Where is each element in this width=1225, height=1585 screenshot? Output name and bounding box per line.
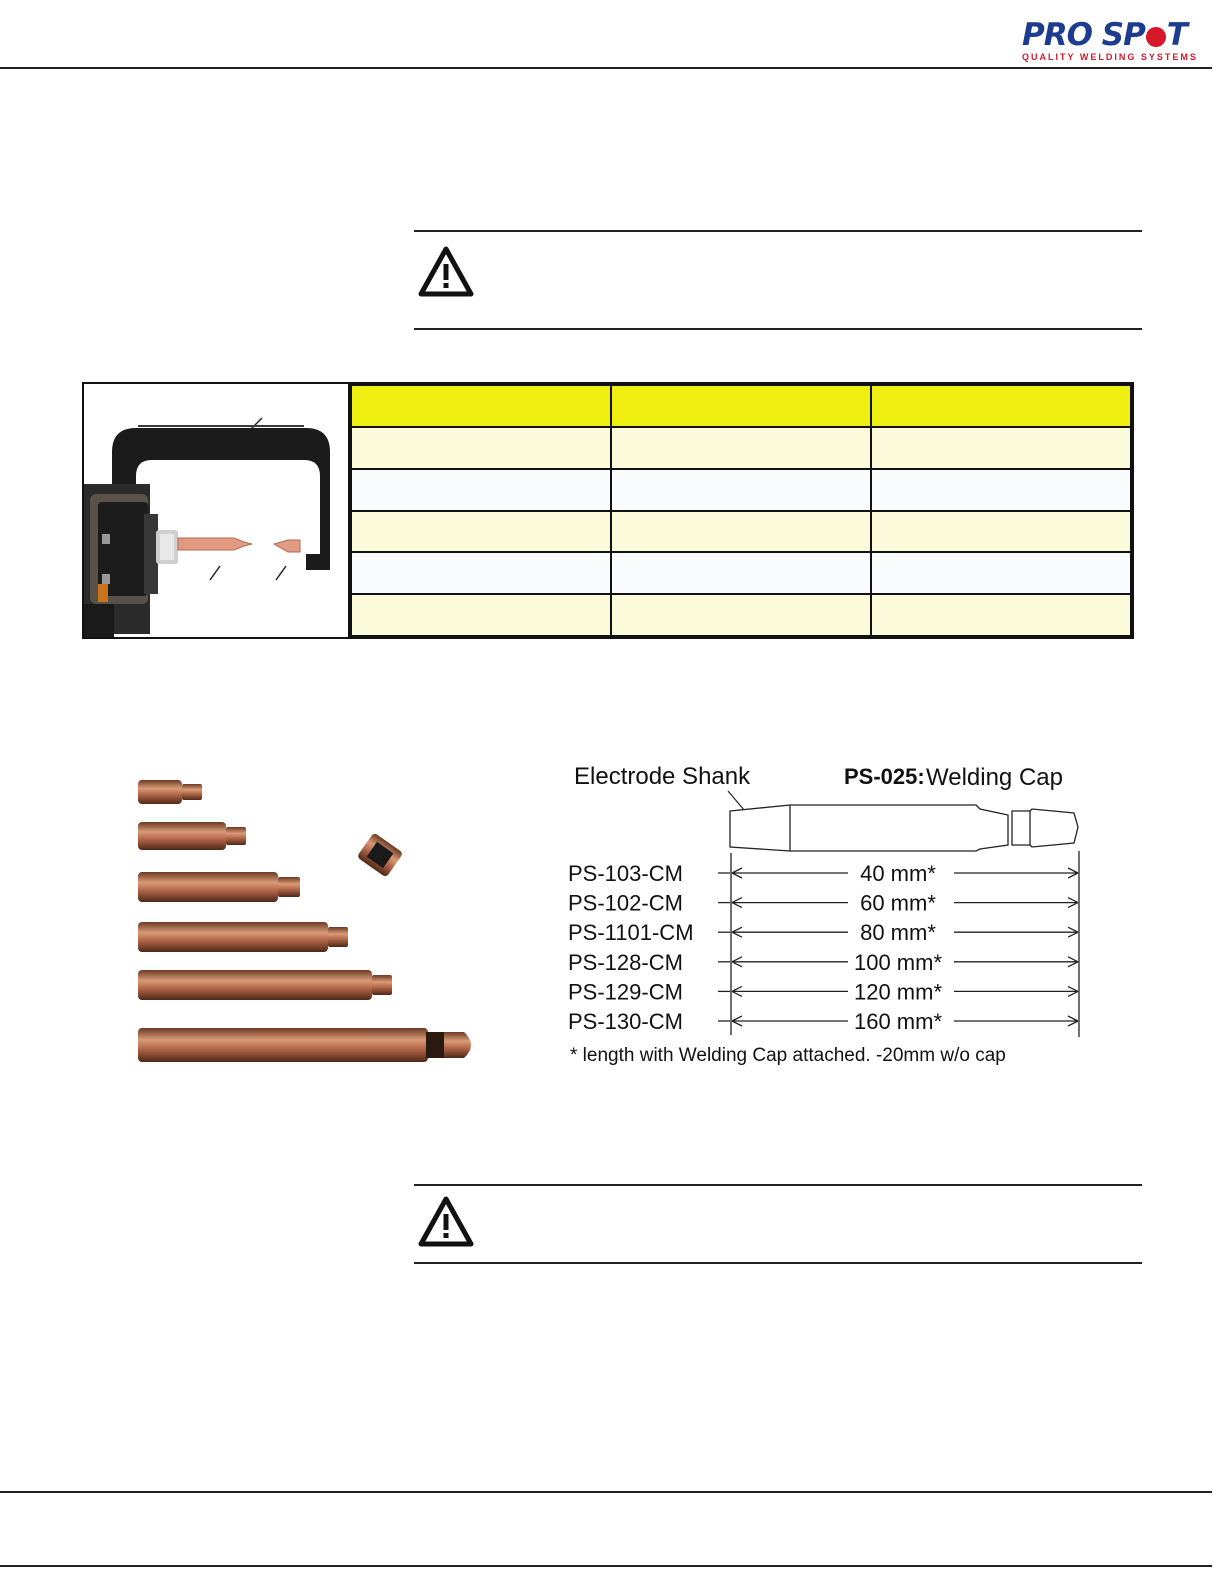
part-code-label: PS-128-CM	[568, 949, 683, 975]
tip-table-container	[82, 382, 1134, 639]
table-cell	[351, 594, 611, 636]
length-label: 100 mm*	[853, 949, 943, 975]
length-label: 160 mm*	[853, 1009, 943, 1034]
spot-gun-photo	[84, 384, 350, 637]
length-label: 80 mm*	[860, 920, 936, 946]
table-header-cell	[871, 385, 1131, 427]
table-cell	[611, 469, 871, 511]
table-cell	[871, 469, 1131, 511]
tip-table	[350, 384, 1132, 637]
table-header-cell	[351, 385, 611, 427]
dimension-arrow-left	[732, 1016, 848, 1026]
table-row	[351, 511, 1131, 553]
dimension-arrow-left	[732, 898, 848, 908]
warning-triangle-icon	[418, 246, 474, 298]
dimension-arrow-right	[954, 1016, 1078, 1026]
table-row	[351, 594, 1131, 636]
table-cell	[871, 594, 1131, 636]
table-cell	[351, 469, 611, 511]
header-rule	[0, 67, 1212, 69]
length-footnote: * length with Welding Cap attached. -20mm w/o cap	[570, 1045, 1006, 1066]
dimension-arrow-left	[732, 927, 848, 937]
dimension-arrow-left	[732, 868, 848, 878]
table-cell	[871, 427, 1131, 469]
logo-tagline: QUALITY WELDING SYSTEMS	[1022, 52, 1198, 62]
dimension-arrow-right	[954, 957, 1078, 967]
electrode-shank-label: Electrode Shank	[574, 763, 751, 790]
table-row	[351, 427, 1131, 469]
dimension-arrow-right	[954, 986, 1078, 996]
part-code-label: PS-130-CM	[568, 1009, 683, 1034]
table-header-row	[351, 385, 1131, 427]
part-code-label: PS-102-CM	[568, 890, 683, 916]
part-code-label: PS-129-CM	[568, 979, 683, 1005]
dimension-arrow-left	[732, 957, 848, 967]
electrode-length-diagram	[560, 755, 1100, 1075]
table-row	[351, 552, 1131, 594]
cap-code-label: PS-025:	[844, 764, 925, 789]
table-cell	[351, 427, 611, 469]
table-cell	[611, 511, 871, 553]
table-cell	[611, 427, 871, 469]
dimension-arrow-right	[954, 898, 1078, 908]
table-row	[351, 469, 1131, 511]
dimension-arrow-left	[732, 986, 848, 996]
prospot-logo	[1022, 17, 1198, 65]
table-cell	[871, 552, 1131, 594]
dimension-arrow-right	[954, 927, 1078, 937]
length-label: 40 mm*	[860, 861, 936, 886]
part-code-label: PS-103-CM	[568, 861, 683, 886]
logo-dot-icon	[1146, 27, 1166, 47]
length-label: 120 mm*	[853, 979, 943, 1005]
warning-triangle-icon	[418, 1196, 474, 1248]
electrode-shanks-photo	[130, 770, 490, 1070]
welding-cap-label: Welding Cap	[926, 764, 1063, 791]
table-cell	[611, 552, 871, 594]
warning-box-bottom	[414, 1184, 1142, 1264]
footer-rule-top	[0, 1491, 1212, 1493]
dimension-arrow-right	[954, 868, 1078, 878]
table-cell	[351, 552, 611, 594]
table-cell	[871, 511, 1131, 553]
length-label: 60 mm*	[860, 890, 936, 916]
table-cell	[351, 511, 611, 553]
footer-rule-bottom	[0, 1565, 1212, 1567]
table-header-cell	[611, 385, 871, 427]
table-cell	[611, 594, 871, 636]
warning-box-top	[414, 230, 1142, 330]
logo-wordmark: PRO SP T	[1022, 17, 1187, 53]
part-code-label: PS-1101-CM	[568, 920, 694, 946]
